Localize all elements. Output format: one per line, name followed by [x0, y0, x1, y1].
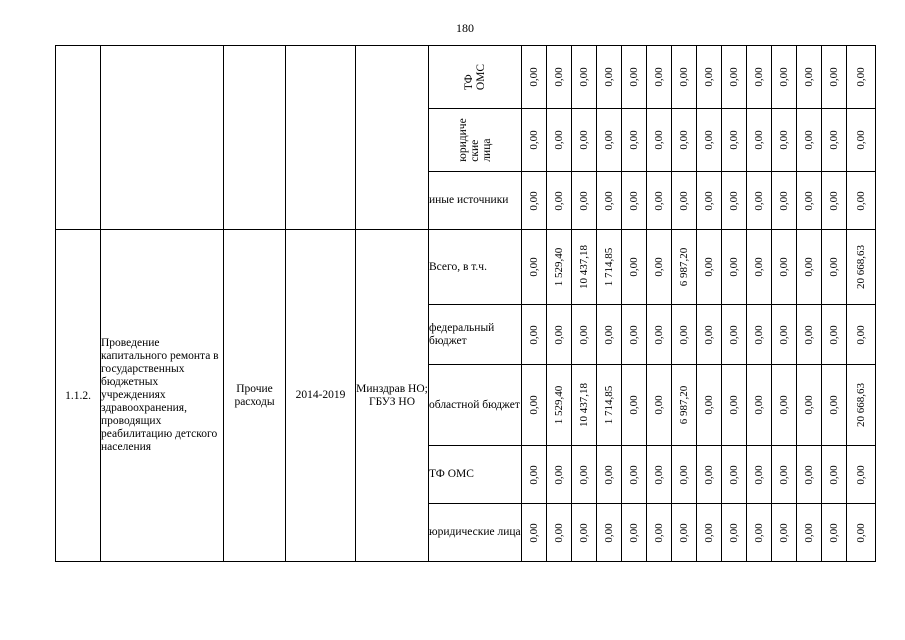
value-cell	[622, 230, 647, 305]
expense-type-cell	[224, 46, 286, 230]
value-cell	[847, 365, 876, 446]
value-text: 0,00	[828, 257, 840, 277]
value-cell	[722, 109, 747, 172]
value-text: 0,00	[628, 324, 640, 345]
value-cell	[747, 446, 772, 504]
value-text: 0,00	[753, 257, 765, 277]
value-text: 0,00	[553, 190, 565, 211]
value-text: 6 987,20	[678, 247, 690, 287]
value-text: 0,00	[828, 464, 840, 485]
value-cell	[522, 446, 547, 504]
value-cell	[847, 172, 876, 230]
value-text: 0,00	[528, 130, 540, 150]
value-text: 0,00	[778, 190, 790, 211]
value-text: 0,00	[855, 464, 867, 485]
value-cell	[522, 504, 547, 562]
value-cell	[622, 504, 647, 562]
value-cell	[647, 46, 672, 109]
value-cell	[622, 305, 647, 365]
value-text: 0,00	[778, 130, 790, 150]
value-cell	[772, 172, 797, 230]
value-cell	[772, 46, 797, 109]
value-text: 6 987,20	[678, 385, 690, 425]
budget-table	[55, 45, 876, 562]
value-text: 0,00	[753, 464, 765, 485]
value-cell	[697, 46, 722, 109]
value-cell	[822, 172, 847, 230]
page-number: 180	[456, 21, 474, 35]
source-label: ТФ ОМС	[463, 63, 487, 91]
value-cell	[647, 109, 672, 172]
value-text: 0,00	[728, 257, 740, 277]
value-text: 0,00	[803, 522, 815, 543]
value-cell	[547, 365, 572, 446]
value-text: 0,00	[553, 324, 565, 345]
source-label: ТФ ОМС	[429, 446, 522, 504]
value-cell	[822, 504, 847, 562]
value-text: 0,00	[703, 324, 715, 345]
value-cell	[797, 172, 822, 230]
value-text: 0,00	[703, 257, 715, 277]
value-text: 0,00	[778, 324, 790, 345]
value-cell	[822, 305, 847, 365]
value-text: 0,00	[603, 522, 615, 543]
value-text: 0,00	[653, 324, 665, 345]
value-text: 0,00	[603, 464, 615, 485]
item-number: 1.1.2.	[56, 230, 101, 562]
value-cell	[772, 230, 797, 305]
value-text: 0,00	[528, 67, 540, 87]
value-text: 0,00	[728, 130, 740, 150]
value-text: 0,00	[728, 464, 740, 485]
value-cell	[772, 109, 797, 172]
value-text: 0,00	[803, 67, 815, 87]
value-text: 0,00	[753, 395, 765, 415]
value-text: 1 714,85	[603, 247, 615, 287]
value-text: 0,00	[653, 464, 665, 485]
name-cell	[101, 46, 224, 230]
table-row	[56, 46, 876, 109]
value-cell	[747, 46, 772, 109]
value-cell	[522, 46, 547, 109]
table-row	[56, 230, 876, 305]
value-cell	[622, 446, 647, 504]
value-cell	[822, 109, 847, 172]
value-cell	[747, 230, 772, 305]
value-text: 0,00	[703, 522, 715, 543]
value-cell	[697, 109, 722, 172]
value-cell	[572, 109, 597, 172]
value-text: 0,00	[578, 67, 590, 87]
value-cell	[747, 172, 772, 230]
value-text: 0,00	[653, 257, 665, 277]
number-cell	[56, 46, 101, 230]
value-text: 0,00	[678, 522, 690, 543]
value-cell	[847, 504, 876, 562]
value-text: 10 437,18	[578, 383, 590, 427]
value-text: 0,00	[628, 464, 640, 485]
value-cell	[597, 172, 622, 230]
value-cell	[597, 305, 622, 365]
value-text: 0,00	[728, 324, 740, 345]
value-cell	[547, 109, 572, 172]
value-cell	[747, 109, 772, 172]
value-cell	[647, 172, 672, 230]
value-cell	[847, 230, 876, 305]
period-cell	[286, 46, 356, 230]
value-text: 0,00	[528, 522, 540, 543]
value-cell	[697, 446, 722, 504]
value-text: 20 668,63	[855, 245, 867, 289]
value-text: 0,00	[728, 395, 740, 415]
value-text: 0,00	[653, 190, 665, 211]
value-text: 0,00	[728, 67, 740, 87]
value-text: 0,00	[778, 257, 790, 277]
source-label: федеральный бюджет	[429, 305, 522, 365]
value-cell	[697, 172, 722, 230]
value-text: 0,00	[528, 257, 540, 277]
value-text: 0,00	[803, 395, 815, 415]
value-cell	[547, 305, 572, 365]
value-text: 0,00	[528, 395, 540, 415]
source-cell	[429, 46, 522, 109]
source-label: Всего, в т.ч.	[429, 230, 522, 305]
value-text: 0,00	[603, 324, 615, 345]
value-cell	[847, 305, 876, 365]
value-cell	[547, 230, 572, 305]
value-text: 0,00	[778, 67, 790, 87]
item-name: Проведение капитального ремонта в государственных бюджетных учреждениях здравоохранения, проводящих реабилитацию детского населения	[101, 230, 224, 562]
value-text: 1 529,40	[553, 247, 565, 287]
value-cell	[772, 305, 797, 365]
value-cell	[822, 446, 847, 504]
value-text: 0,00	[628, 67, 640, 87]
value-text: 0,00	[803, 464, 815, 485]
value-text: 0,00	[528, 190, 540, 211]
value-text: 0,00	[753, 67, 765, 87]
value-text: 0,00	[778, 464, 790, 485]
value-cell	[797, 504, 822, 562]
value-text: 0,00	[778, 522, 790, 543]
value-text: 0,00	[528, 324, 540, 345]
value-text: 0,00	[855, 522, 867, 543]
value-text: 0,00	[678, 190, 690, 211]
value-text: 10 437,18	[578, 245, 590, 289]
value-cell	[672, 365, 697, 446]
value-text: 0,00	[553, 67, 565, 87]
value-cell	[622, 172, 647, 230]
value-cell	[772, 446, 797, 504]
value-cell	[547, 446, 572, 504]
executor-cell	[356, 46, 429, 230]
value-cell	[572, 446, 597, 504]
value-text: 0,00	[553, 464, 565, 485]
value-text: 0,00	[753, 324, 765, 345]
value-text: 0,00	[578, 522, 590, 543]
value-cell	[672, 109, 697, 172]
value-text: 0,00	[653, 522, 665, 543]
value-text: 0,00	[628, 395, 640, 415]
source-label: областной бюджет	[429, 365, 522, 446]
value-text: 0,00	[803, 190, 815, 211]
value-cell	[672, 446, 697, 504]
value-cell	[647, 305, 672, 365]
value-cell	[647, 446, 672, 504]
value-cell	[522, 109, 547, 172]
value-cell	[547, 504, 572, 562]
value-cell	[572, 46, 597, 109]
value-text: 0,00	[828, 67, 840, 87]
value-text: 1 714,85	[603, 385, 615, 425]
value-cell	[547, 46, 572, 109]
value-text: 0,00	[678, 130, 690, 150]
value-cell	[622, 46, 647, 109]
value-text: 0,00	[703, 67, 715, 87]
value-cell	[597, 109, 622, 172]
value-text: 0,00	[703, 464, 715, 485]
value-text: 0,00	[828, 190, 840, 211]
value-text: 0,00	[728, 190, 740, 211]
value-text: 0,00	[728, 522, 740, 543]
value-cell	[772, 504, 797, 562]
value-text: 0,00	[803, 130, 815, 150]
value-cell	[672, 305, 697, 365]
value-cell	[697, 365, 722, 446]
value-cell	[697, 305, 722, 365]
value-cell	[647, 230, 672, 305]
value-cell	[722, 365, 747, 446]
value-cell	[772, 365, 797, 446]
value-text: 0,00	[603, 67, 615, 87]
value-cell	[597, 46, 622, 109]
value-cell	[522, 172, 547, 230]
value-cell	[647, 504, 672, 562]
value-cell	[597, 504, 622, 562]
value-cell	[597, 446, 622, 504]
value-cell	[847, 446, 876, 504]
value-text: 0,00	[855, 67, 867, 87]
value-cell	[572, 305, 597, 365]
value-text: 0,00	[778, 395, 790, 415]
executor: Минздрав НО; ГБУЗ НО	[356, 230, 429, 562]
value-cell	[797, 446, 822, 504]
value-cell	[572, 172, 597, 230]
value-text: 0,00	[678, 67, 690, 87]
value-cell	[672, 230, 697, 305]
value-cell	[822, 46, 847, 109]
value-text: 0,00	[678, 464, 690, 485]
value-cell	[697, 230, 722, 305]
value-cell	[672, 172, 697, 230]
value-cell	[572, 230, 597, 305]
value-cell	[847, 109, 876, 172]
value-text: 0,00	[828, 522, 840, 543]
expense-type: Прочие расходы	[224, 230, 286, 562]
value-cell	[572, 365, 597, 446]
value-text: 0,00	[578, 464, 590, 485]
value-text: 0,00	[653, 130, 665, 150]
value-text: 0,00	[653, 395, 665, 415]
source-cell	[429, 109, 522, 172]
value-text: 0,00	[578, 324, 590, 345]
value-cell	[622, 365, 647, 446]
source-label: иные источники	[429, 172, 522, 230]
value-text: 0,00	[553, 522, 565, 543]
value-text: 0,00	[828, 324, 840, 345]
value-cell	[522, 230, 547, 305]
value-cell	[797, 305, 822, 365]
period: 2014-2019	[286, 230, 356, 562]
source-label: юридические лица	[429, 504, 522, 562]
value-cell	[622, 109, 647, 172]
value-text: 0,00	[578, 190, 590, 211]
value-cell	[547, 172, 572, 230]
value-text: 0,00	[753, 522, 765, 543]
value-text: 0,00	[528, 464, 540, 485]
value-text: 0,00	[553, 130, 565, 150]
value-cell	[822, 365, 847, 446]
value-text: 0,00	[828, 395, 840, 415]
value-cell	[722, 172, 747, 230]
value-text: 0,00	[703, 395, 715, 415]
value-cell	[672, 504, 697, 562]
value-text: 0,00	[703, 190, 715, 211]
value-text: 0,00	[628, 522, 640, 543]
value-text: 0,00	[678, 324, 690, 345]
value-text: 0,00	[803, 324, 815, 345]
value-text: 0,00	[603, 130, 615, 150]
value-text: 0,00	[603, 190, 615, 211]
value-cell	[697, 504, 722, 562]
value-text: 0,00	[628, 257, 640, 277]
value-text: 1 529,40	[553, 385, 565, 425]
value-cell	[722, 305, 747, 365]
value-text: 0,00	[855, 130, 867, 150]
value-text: 0,00	[828, 130, 840, 150]
value-cell	[847, 46, 876, 109]
value-cell	[572, 504, 597, 562]
value-cell	[522, 305, 547, 365]
value-text: 0,00	[753, 190, 765, 211]
value-cell	[797, 230, 822, 305]
value-cell	[722, 230, 747, 305]
value-cell	[797, 365, 822, 446]
value-text: 20 668,63	[855, 383, 867, 427]
value-cell	[672, 46, 697, 109]
value-cell	[822, 230, 847, 305]
source-label: юридиче ские лица	[457, 118, 493, 162]
value-cell	[722, 446, 747, 504]
value-cell	[747, 365, 772, 446]
value-cell	[747, 305, 772, 365]
value-text: 0,00	[628, 190, 640, 211]
value-cell	[522, 365, 547, 446]
value-cell	[797, 109, 822, 172]
value-cell	[722, 504, 747, 562]
value-cell	[747, 504, 772, 562]
value-text: 0,00	[703, 130, 715, 150]
value-cell	[647, 365, 672, 446]
value-text: 0,00	[578, 130, 590, 150]
value-text: 0,00	[628, 130, 640, 150]
value-cell	[597, 365, 622, 446]
value-text: 0,00	[803, 257, 815, 277]
value-cell	[722, 46, 747, 109]
value-cell	[797, 46, 822, 109]
value-text: 0,00	[653, 67, 665, 87]
value-text: 0,00	[753, 130, 765, 150]
value-text: 0,00	[855, 190, 867, 211]
value-text: 0,00	[855, 324, 867, 345]
value-cell	[597, 230, 622, 305]
